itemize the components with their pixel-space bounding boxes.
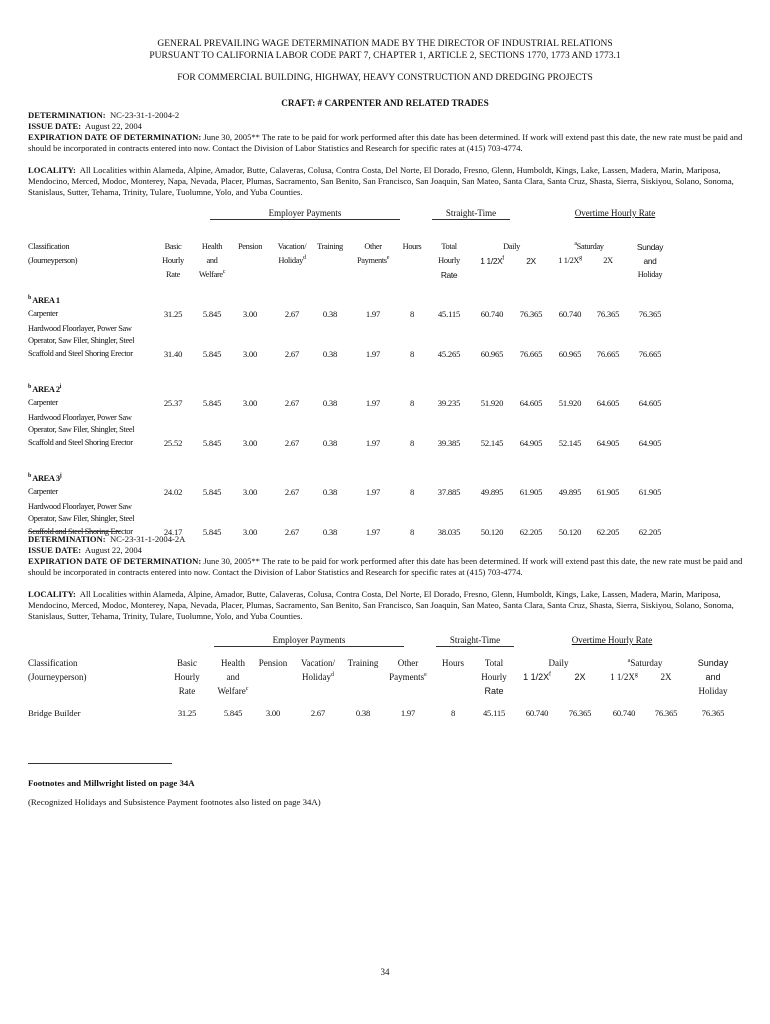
- health-welfare-header: Welfare$^c$: [198, 269, 226, 279]
- page-number: 34: [380, 967, 390, 977]
- other-payments-header: Payments$^e$: [389, 672, 427, 682]
- rate-cell: 45.115: [437, 309, 461, 319]
- determination-1: DETERMINATION: NC-23-31-1-2004-2: [28, 110, 180, 120]
- locality-2: LOCALITY: All Localities within Alameda, Alpine, Amador, Butte, Calaveras, Colusa, Contra Costa, Del Norte, El Dorado, Fresno, Glenn, Humboldt, Kings, Lake, Lassen, Madera, Marin, Mariposa, Mendocino, Merced, Modoc, Monterey, Napa, Nevada, Placer, Plumas, Sacramento, San Benito, San Francisco, San Joaquin, San Mateo, Santa Clara, Santa Cruz, Shasta, Sierra, Siskiyou, Solano, Sonoma, Stanislaus, Sutter, Tehama, Trinity, Tulare, Tuolumne, Yolo, and Yuba Counties.: [28, 589, 734, 621]
- rate-cell: 31.25: [177, 708, 197, 718]
- classification-label: Scaffold and Steel Shoring Erector: [28, 526, 133, 536]
- rate-cell: 52.145: [558, 437, 582, 448]
- classification-label: Carpenter: [28, 309, 58, 318]
- area-heading: $^b$ AREA 2$^i$: [28, 384, 62, 394]
- other-payments-header: Other: [364, 242, 382, 251]
- rate-cell: 45.115: [482, 708, 506, 718]
- overtime-header-2: Overtime Hourly Rate: [571, 635, 653, 645]
- rate-cell: 61.905: [638, 487, 662, 497]
- footnotes-note: Footnotes and Millwright listed on page 34A: [28, 778, 195, 788]
- daily-1-5x-header: 1 $1/2X^f$: [480, 256, 504, 266]
- vacation-holiday-header: Holiday$^d$: [302, 672, 334, 682]
- rate-cell: 3.00: [242, 348, 258, 359]
- daily-2x-header: 2X: [574, 672, 586, 682]
- recognized-holidays-note: (Recognized Holidays and Subsistence Payment footnotes also listed on page 34A): [28, 797, 321, 807]
- rate-cell: 3.00: [242, 309, 258, 319]
- classification-label: Operator, Saw Filer, Shingler, Steel: [28, 336, 135, 345]
- basic-hourly-rate-header: Hourly: [162, 256, 184, 265]
- rate-cell: 3.00: [265, 708, 281, 718]
- rate-cell: 49.895: [480, 487, 504, 497]
- rate-cell: 37.885: [437, 487, 461, 497]
- rate-cell: 62.205: [638, 526, 662, 537]
- rate-cell: 76.665: [596, 348, 620, 359]
- locality-1: LOCALITY: All Localities within Alameda, Alpine, Amador, Butte, Calaveras, Colusa, Contra Costa, Del Norte, El Dorado, Fresno, Glenn, Humboldt, Kings, Lake, Lassen, Madera, Marin, Mariposa, Mendocino, Merced, Modoc, Monterey, Napa, Nevada, Placer, Plumas, Sacramento, San Benito, San Francisco, San Joaquin, San Mateo, Santa Clara, Santa Cruz, Shasta, Sierra, Siskiyou, Solano, Sonoma, Stanislaus, Sutter, Tehama, Trinity, Tulare, Tuolumne, Yolo, and Yuba Counties.: [28, 165, 734, 197]
- basic-hourly-rate-header: Rate: [166, 270, 180, 279]
- sunday-holiday-header: and: [705, 672, 721, 682]
- rate-cell: 60.740: [525, 708, 549, 718]
- health-welfare-header: Welfare$^c$: [217, 686, 249, 696]
- rate-cell: 0.38: [322, 526, 338, 537]
- classification-label: Carpenter: [28, 487, 58, 496]
- rate-cell: 76.365: [519, 309, 543, 319]
- rate-cell: 51.920: [480, 398, 504, 408]
- rate-cell: 50.120: [480, 526, 504, 537]
- rate-cell: 76.365: [654, 708, 678, 718]
- issue-date-2: ISSUE DATE: August 22, 2004: [28, 545, 142, 555]
- rate-cell: 49.895: [558, 487, 582, 497]
- other-payments-header: Other: [397, 658, 419, 668]
- rate-cell: 39.235: [437, 398, 461, 408]
- rate-cell: 64.905: [638, 437, 662, 448]
- vacation-holiday-header: Holiday$^d$: [278, 255, 306, 265]
- classification-label: Scaffold and Steel Shoring Erector: [28, 348, 133, 358]
- basic-hourly-rate-header: Hourly: [174, 672, 200, 682]
- saturday-2x-header: 2X: [660, 672, 672, 682]
- rate-cell: 24.02: [163, 487, 183, 497]
- classification-header: Classification: [28, 242, 70, 251]
- rate-cell: 5.845: [202, 526, 222, 537]
- rate-cell: 1.97: [365, 526, 381, 537]
- sunday-holiday-header: Holiday: [637, 270, 663, 279]
- rate-cell: 5.845: [223, 708, 243, 718]
- rate-cell: 25.37: [163, 398, 183, 408]
- rate-cell: 64.905: [519, 437, 543, 448]
- rate-cell: 39.385: [437, 437, 461, 448]
- rate-cell: 0.38: [355, 708, 371, 718]
- rate-cell: 76.365: [596, 309, 620, 319]
- rate-cell: 5.845: [202, 437, 222, 448]
- area-heading: $^b$ AREA 3$^j$: [28, 473, 62, 483]
- classification-label: Scaffold and Steel Shoring Erector: [28, 437, 133, 447]
- health-welfare-header: Health: [201, 242, 223, 251]
- basic-hourly-rate-header: Rate: [178, 686, 196, 696]
- rate-cell: 64.605: [638, 398, 662, 408]
- rate-cell: 2.67: [284, 526, 300, 537]
- rate-cell: 64.605: [519, 398, 543, 408]
- total-hourly-rate-header: Rate: [484, 686, 504, 696]
- classification-label: Bridge Builder: [28, 708, 81, 718]
- rate-cell: 2.67: [284, 348, 300, 359]
- journeyperson-header: (Journeyperson): [28, 672, 87, 682]
- rate-cell: 60.740: [612, 708, 636, 718]
- basic-hourly-rate-header: Basic: [177, 658, 197, 668]
- rate-cell: 60.740: [558, 309, 582, 319]
- other-payments-header: Payments$^e$: [356, 255, 390, 265]
- rate-cell: 76.665: [638, 348, 662, 359]
- rate-cell: 62.205: [519, 526, 543, 537]
- sunday-holiday-header: Sunday: [636, 242, 664, 252]
- rate-cell: 0.38: [322, 398, 338, 408]
- rate-cell: 8: [409, 437, 415, 448]
- rate-cell: 8: [409, 398, 415, 408]
- rate-cell: 61.905: [596, 487, 620, 497]
- rate-cell: 60.740: [480, 309, 504, 319]
- rate-cell: 8: [450, 708, 456, 718]
- rate-cell: 2.67: [310, 708, 326, 718]
- rate-cell: 1.97: [365, 348, 381, 359]
- saturday-header: $^a$Saturday: [627, 658, 663, 668]
- classification-label: Hardwood Floorlayer, Power Saw: [28, 501, 132, 511]
- rate-cell: 0.38: [322, 309, 338, 319]
- hours-header: Hours: [402, 242, 422, 251]
- rate-cell: 1.97: [365, 309, 381, 319]
- rate-cell: 5.845: [202, 487, 222, 497]
- pension-header: Pension: [237, 242, 263, 251]
- rate-cell: 51.920: [558, 398, 582, 408]
- rate-cell: 0.38: [322, 487, 338, 497]
- total-hourly-rate-header: Rate: [440, 270, 458, 280]
- rate-cell: 60.965: [558, 348, 582, 359]
- saturday-1-5x-header: 1 $1/2X^g$: [610, 672, 638, 682]
- rate-cell: 5.845: [202, 309, 222, 319]
- classification-label: Hardwood Floorlayer, Power Saw: [28, 323, 132, 333]
- rate-cell: 64.905: [596, 437, 620, 448]
- rate-cell: 60.965: [480, 348, 504, 359]
- rate-cell: 38.035: [437, 526, 461, 537]
- saturday-header: $^a$Saturday: [574, 241, 604, 251]
- health-welfare-header: and: [226, 672, 240, 682]
- overtime-header: Overtime Hourly Rate: [574, 208, 656, 218]
- rate-cell: 76.365: [568, 708, 592, 718]
- rate-cell: 0.38: [322, 437, 338, 448]
- rate-cell: 1.97: [365, 437, 381, 448]
- vacation-holiday-header: Vacation/: [277, 242, 307, 251]
- classification-header: Classification: [28, 658, 78, 668]
- rate-cell: 3.00: [242, 398, 258, 408]
- rate-cell: 62.205: [596, 526, 620, 537]
- health-welfare-header: and: [206, 256, 218, 265]
- rate-cell: 2.67: [284, 398, 300, 408]
- sunday-holiday-header: and: [643, 256, 657, 266]
- hours-header: Hours: [442, 658, 464, 668]
- total-hourly-rate-header: Hourly: [438, 256, 460, 265]
- rate-cell: 31.40: [163, 348, 183, 359]
- rate-cell: 8: [409, 487, 415, 497]
- issue-date-1: ISSUE DATE: August 22, 2004: [28, 121, 142, 131]
- classification-label: Carpenter: [28, 398, 58, 407]
- rate-cell: 1.97: [365, 487, 381, 497]
- total-hourly-rate-header: Total: [484, 658, 504, 668]
- sunday-holiday-header: Sunday: [697, 658, 729, 668]
- pension-header: Pension: [258, 658, 288, 668]
- daily-header: Daily: [548, 658, 569, 668]
- saturday-2x-header: 2X: [603, 256, 613, 265]
- rate-cell: 52.145: [480, 437, 504, 448]
- training-header: Training: [317, 242, 343, 251]
- total-hourly-rate-header: Hourly: [481, 672, 507, 682]
- vacation-holiday-header: Vacation/: [301, 658, 335, 668]
- rate-cell: 2.67: [284, 487, 300, 497]
- craft-title: CRAFT: # CARPENTER AND RELATED TRADES: [281, 98, 489, 108]
- area-heading: $^b$ AREA 1: [28, 295, 60, 305]
- daily-2x-header: 2X: [526, 256, 536, 266]
- total-hourly-rate-header: Total: [441, 242, 457, 251]
- rate-cell: 50.120: [558, 526, 582, 537]
- document-title-line-2: PURSUANT TO CALIFORNIA LABOR CODE PART 7, CHAPTER 1, ARTICLE 2, SECTIONS 1770, 1773 AND 1773.1: [149, 51, 621, 61]
- rate-cell: 2.67: [284, 309, 300, 319]
- health-welfare-header: Health: [221, 658, 245, 668]
- rate-cell: 61.905: [519, 487, 543, 497]
- rate-cell: 76.365: [638, 309, 662, 319]
- daily-header: Daily: [503, 242, 520, 251]
- rate-cell: 1.97: [365, 398, 381, 408]
- determination-2: DETERMINATION: NC-23-31-1-2004-2A: [28, 534, 186, 544]
- rate-cell: 31.25: [163, 309, 183, 319]
- classification-label: Operator, Saw Filer, Shingler, Steel: [28, 514, 135, 523]
- journeyperson-header: (Journeyperson): [28, 256, 78, 265]
- rate-cell: 8: [409, 309, 415, 319]
- rate-cell: 2.67: [284, 437, 300, 448]
- rate-cell: 3.00: [242, 526, 258, 537]
- document-title-line-3: FOR COMMERCIAL BUILDING, HIGHWAY, HEAVY CONSTRUCTION AND DREDGING PROJECTS: [177, 73, 593, 83]
- sunday-holiday-header: Holiday: [698, 686, 728, 696]
- expiration-2: EXPIRATION DATE OF DETERMINATION: June 30, 2005** The rate to be paid for work performed after this date has been determined. If work will extend past this date, the new rate must be paid and should be incorporated in contracts entered into now. Contact the Division of Labor Statistics and Research for specific rates at (415) 703-4774.: [28, 556, 743, 577]
- training-header: Training: [347, 658, 379, 668]
- rate-cell: 25.52: [163, 437, 183, 448]
- rate-cell: 76.665: [519, 348, 543, 359]
- rate-cell: 3.00: [242, 437, 258, 448]
- classification-label: Hardwood Floorlayer, Power Saw: [28, 412, 132, 422]
- straight-time-header: Straight-Time: [445, 208, 497, 218]
- employer-payments-header: Employer Payments: [268, 208, 342, 218]
- employer-payments-header-2: Employer Payments: [272, 635, 346, 645]
- rate-cell: 45.265: [437, 348, 461, 359]
- rate-cell: 0.38: [322, 348, 338, 359]
- rate-cell: 76.365: [701, 708, 725, 718]
- document-title-line-1: GENERAL PREVAILING WAGE DETERMINATION MADE BY THE DIRECTOR OF INDUSTRIAL RELATIONS: [157, 39, 613, 49]
- saturday-1-5x-header: 1 $1/2X^g$: [558, 255, 582, 265]
- rate-cell: 1.97: [400, 708, 416, 718]
- basic-hourly-rate-header: Basic: [164, 242, 182, 251]
- expiration-1: EXPIRATION DATE OF DETERMINATION: June 30, 2005** The rate to be paid for work performed after this date has been determined. If work will extend past this date, the new rate must be paid and should be incorporated in contracts entered into now. Contact the Division of Labor Statistics and Research for specific rates at (415) 703-4774.: [28, 132, 743, 153]
- straight-time-header-2: Straight-Time: [449, 635, 501, 645]
- rate-cell: 8: [409, 526, 415, 537]
- rate-cell: 24.17: [163, 526, 183, 537]
- rate-cell: 64.605: [596, 398, 620, 408]
- daily-1-5x-header: 1 $1/2X^f$: [523, 672, 551, 682]
- rate-cell: 5.845: [202, 348, 222, 359]
- rate-cell: 8: [409, 348, 415, 359]
- rate-cell: 5.845: [202, 398, 222, 408]
- rate-cell: 3.00: [242, 487, 258, 497]
- classification-label: Operator, Saw Filer, Shingler, Steel: [28, 425, 135, 434]
